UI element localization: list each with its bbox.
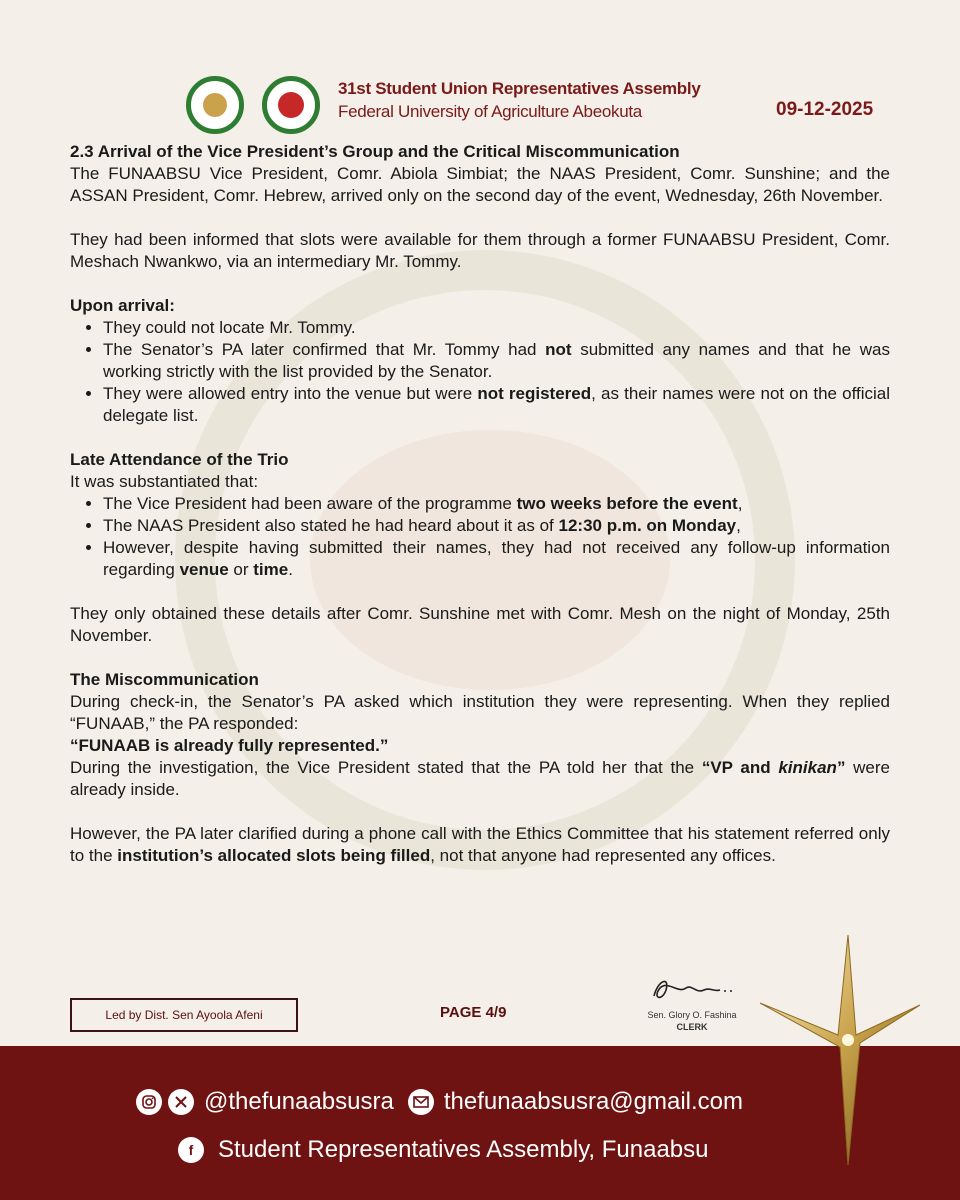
details-paragraph: They only obtained these details after Comr. Sunshine met with Comr. Mesh on the night of Monday, 25th November. (70, 604, 890, 645)
facebook-row (178, 1134, 709, 1166)
list-item: • The Vice President had been aware of the programme two weeks before the event, (103, 493, 890, 515)
arrival-heading: Upon arrival: (70, 296, 175, 315)
clerk-title: CLERK (676, 1022, 708, 1032)
compass-star-icon (760, 935, 920, 1165)
list-item: • The Senator’s PA later confirmed that Mr. Tommy had not submitted any names and that he was working strictly with the list provided by the Senator. (103, 339, 890, 383)
list-item: • However, despite having submitted their names, they had not received any follow-up information regarding venue or time. (103, 537, 890, 581)
header-date: 09-12-2025 (776, 99, 874, 120)
list-item: • They were allowed entry into the venue but were not registered, as their names were not on the official delegate list. (103, 383, 890, 427)
header-subtitle: Federal University of Agriculture Abeokuta (338, 102, 642, 121)
facebook-page[interactable]: Student Representatives Assembly, Funaabsu (218, 1136, 709, 1163)
intro-paragraph: The FUNAABSU Vice President, Comr. Abiola Simbiat; the NAAS President, Comr. Sunshine; and the ASSAN President, Comr. Hebrew, arrived only on the second day of the event, Wednesday, 26th November. (70, 164, 890, 205)
email-link[interactable]: thefunaabsusra@gmail.com (443, 1088, 744, 1115)
funaab-logo-icon (186, 76, 244, 134)
miscommunication-heading: The Miscommunication (70, 670, 259, 689)
led-by-box: Led by Dist. Sen Ayoola Afeni (70, 998, 298, 1032)
x-icon[interactable] (168, 1089, 194, 1115)
social-row (136, 1086, 743, 1118)
investigation-paragraph: During the investigation, the Vice President stated that the PA told her that the “VP and kinikan” were already inside. (70, 758, 890, 799)
page-number: PAGE 4/9 (440, 1004, 507, 1021)
facebook-icon[interactable]: f (178, 1137, 204, 1163)
informed-paragraph: They had been informed that slots were available for them through a former FUNAABSU President, Comr. Meshach Nwankwo, via an intermediary Mr. Tommy. (70, 230, 890, 271)
instagram-icon[interactable] (136, 1089, 162, 1115)
clarification-paragraph: However, the PA later clarified during a phone call with the Ethics Committee that his statement referred only to the institution’s allocated slots being filled, not that anyone had represented any offices. (70, 824, 890, 865)
pa-quote: “FUNAAB is already fully represented.” (70, 736, 389, 755)
late-intro: It was substantiated that: (70, 472, 259, 491)
mail-icon[interactable] (408, 1089, 434, 1115)
miscommunication-paragraph: During check-in, the Senator’s PA asked which institution they were representing. When they replied “FUNAAB,” the PA responded: (70, 692, 890, 733)
clerk-name: Sen. Glory O. Fashina (647, 1010, 737, 1020)
social-handle[interactable]: @thefunaabsusra (204, 1088, 394, 1115)
document-body (70, 141, 890, 867)
signature-icon (648, 972, 740, 1006)
page-header (0, 70, 960, 130)
sra-logo-icon (262, 76, 320, 134)
list-item: • The NAAS President also stated he had heard about it as of 12:30 p.m. on Monday, (103, 515, 890, 537)
header-title: 31st Student Union Representatives Assembly (338, 79, 701, 98)
section-heading: 2.3 Arrival of the Vice President’s Group and the Critical Miscommunication (70, 142, 680, 161)
late-heading: Late Attendance of the Trio (70, 450, 289, 469)
late-list (70, 493, 890, 581)
arrival-list (70, 317, 890, 427)
list-item: • They could not locate Mr. Tommy. (103, 317, 890, 339)
